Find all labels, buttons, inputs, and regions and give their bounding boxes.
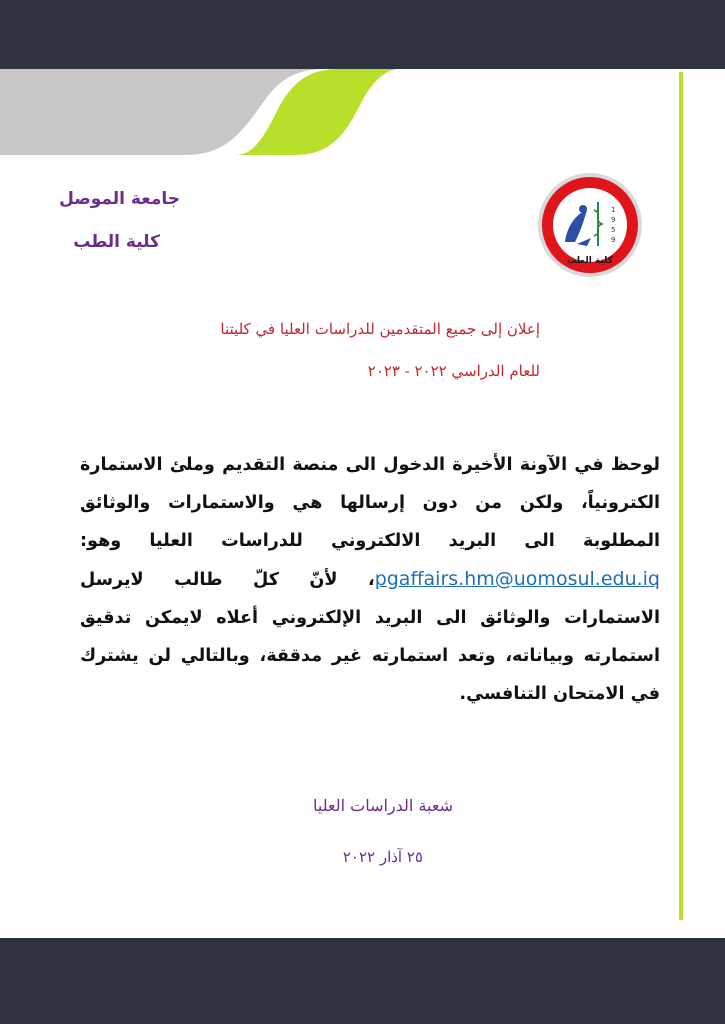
body-text-part2: ، لأنّ كلّ طالب لايرسل الاستمارات والوثائق الى البريد الإلكتروني أعلاه لايمكن تدقيق استمارته وبياناته، وتعد استمارته غير مدققة، وبالتالي لن يشترك في الامتحان التنافسي. <box>80 570 660 704</box>
seal-label: كلية الطب <box>567 256 613 266</box>
vertical-accent-rule <box>679 72 683 920</box>
college-name: كلية الطب <box>73 232 160 252</box>
bottom-dark-band <box>0 938 725 1024</box>
decorative-wave <box>0 0 400 190</box>
announcement-body <box>80 446 660 713</box>
university-name: جامعة الموصل <box>59 189 180 209</box>
seal-digit: 5 <box>611 226 616 234</box>
body-text-part1: لوحظ في الآونة الأخيرة الدخول الى منصة التقديم وملئ الاستمارة الكترونياً، ولكن من دون إرسالها هي والاستمارات والوثائق المطلوبة الى البريد الالكتروني للدراسات العليا وهو: <box>80 455 660 551</box>
seal-digit: 1 <box>611 206 616 214</box>
seal-digit: 9 <box>611 216 616 224</box>
college-seal-logo <box>537 172 643 278</box>
announcement-date: ٢٥ آذار ٢٠٢٢ <box>342 848 423 866</box>
contact-email-link[interactable]: pgaffairs.hm@uomosul.edu.iq <box>374 568 660 590</box>
academic-year: للعام الدراسي ٢٠٢٢ - ٢٠٢٣ <box>367 362 540 380</box>
seal-digit: 9 <box>611 236 616 244</box>
office-signature: شعبة الدراسات العليا <box>313 796 453 815</box>
announcement-heading: إعلان إلى جميع المتقدمين للدراسات العليا في كليتنا <box>220 320 540 338</box>
